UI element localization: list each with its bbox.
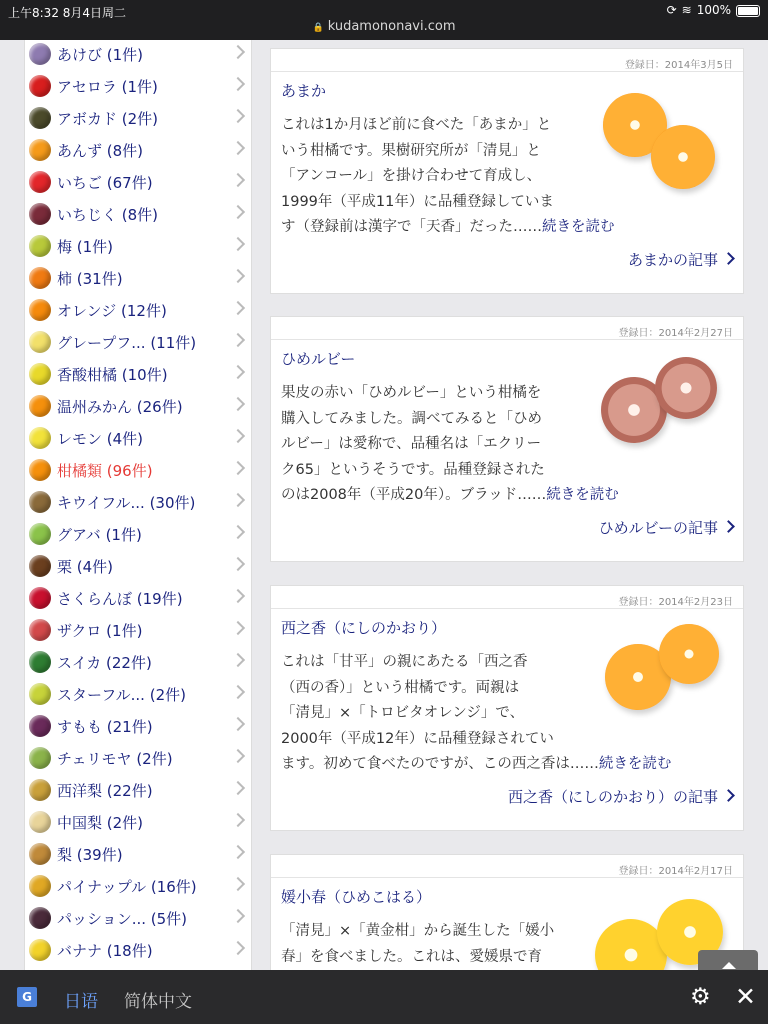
category-label: 中国梨 (2件) <box>57 813 144 832</box>
category-item[interactable] <box>25 710 251 742</box>
fruit-icon <box>29 843 51 865</box>
excerpt-line: 「清見」×「トロビタオレンジ」で、 <box>281 705 525 721</box>
article-title[interactable]: あまか <box>281 82 327 100</box>
fruit-icon <box>29 427 51 449</box>
read-more-link[interactable]: 続きを読む <box>542 219 615 235</box>
fruit-icon <box>29 619 51 641</box>
category-item[interactable] <box>25 422 251 454</box>
category-item[interactable] <box>25 102 251 134</box>
excerpt-line: これは「甘平」の親にあたる「西之香 <box>281 654 528 670</box>
excerpt-line: 1999年（平成11年）に品種登録していま <box>281 193 554 210</box>
category-sidebar <box>24 40 252 970</box>
fruit-icon <box>29 555 51 577</box>
language-tab-japanese[interactable]: 日语 <box>64 992 98 1012</box>
excerpt-line: 「清見」×「黄金柑」から誕生した「媛小 <box>281 923 555 939</box>
excerpt-line: いう柑橘です。果樹研究所が「清見」と <box>281 142 541 159</box>
chevron-right-icon <box>231 493 245 507</box>
category-label: 栗 (4件) <box>57 557 114 576</box>
fruit-icon <box>29 811 51 833</box>
category-item[interactable] <box>25 294 251 326</box>
excerpt-line: 購入してみました。調べてみると「ひめ <box>281 410 542 427</box>
divider <box>271 339 743 340</box>
category-item[interactable] <box>25 614 251 646</box>
category-item[interactable] <box>25 838 251 870</box>
divider <box>271 71 743 72</box>
article-date: 登録日：2014年2月27日 <box>618 328 733 339</box>
chevron-right-icon <box>231 461 245 475</box>
excerpt-line: 「アンコール」を掛け合わせて育成し、 <box>281 168 542 184</box>
chevron-right-icon <box>231 845 245 859</box>
chevron-right-icon <box>231 909 245 923</box>
category-label: アセロラ (1件) <box>57 77 158 96</box>
chevron-right-icon <box>231 45 245 59</box>
category-item[interactable] <box>25 70 251 102</box>
category-label: スターフル... (2件) <box>57 685 186 704</box>
lock-icon: 🔒 <box>312 23 324 33</box>
fruit-icon <box>29 779 51 801</box>
fruit-icon <box>29 171 51 193</box>
category-item[interactable] <box>25 902 251 934</box>
chevron-right-icon <box>231 525 245 539</box>
fruit-icon <box>29 75 51 97</box>
wifi-icon: ≋ <box>681 3 692 17</box>
divider <box>271 608 743 609</box>
close-icon[interactable]: ✕ <box>735 982 756 1011</box>
category-item[interactable] <box>25 262 251 294</box>
article-title[interactable]: 西之香（にしのかおり） <box>281 619 447 637</box>
category-item[interactable] <box>25 870 251 902</box>
fruit-icon <box>29 875 51 897</box>
fruit-icon <box>29 587 51 609</box>
category-item[interactable] <box>25 582 251 614</box>
fruit-icon <box>29 747 51 769</box>
fruit-icon <box>29 651 51 673</box>
fruit-icon <box>29 43 51 65</box>
category-label: すもも (21件) <box>57 717 153 736</box>
chevron-right-icon <box>722 252 735 265</box>
chevron-right-icon <box>231 621 245 635</box>
category-label: アボカド (2件) <box>57 109 159 128</box>
article-excerpt <box>281 381 619 509</box>
arrow-up-icon <box>722 962 736 969</box>
fruit-icon <box>29 523 51 545</box>
category-label: 温州みかん (26件) <box>57 397 183 416</box>
category-label: グレープフ... (11件) <box>57 333 197 352</box>
gear-icon[interactable]: ⚙ <box>690 984 711 1010</box>
fruit-icon <box>29 331 51 353</box>
excerpt-line: 果皮の赤い「ひめルビー」という柑橘を <box>281 385 542 401</box>
article-photo <box>601 622 731 722</box>
chevron-right-icon <box>231 941 245 955</box>
category-label: あんず (8件) <box>57 141 144 160</box>
status-indicators <box>662 3 760 17</box>
battery-label: 100% <box>696 3 731 17</box>
divider <box>271 877 743 878</box>
article-date: 登録日：2014年2月17日 <box>618 866 733 877</box>
translate-bar <box>0 970 768 1024</box>
chevron-right-icon <box>231 589 245 603</box>
read-more-link[interactable]: 続きを読む <box>546 487 619 503</box>
category-label: いちご (67件) <box>57 173 153 192</box>
excerpt-line: ルビー」は愛称で、品種名は「エクリー <box>281 436 542 452</box>
fruit-icon <box>29 267 51 289</box>
fruit-icon <box>29 107 51 129</box>
category-item[interactable] <box>25 166 251 198</box>
status-time: 上午8:32 8月4日周二 <box>8 6 127 20</box>
category-label: あけび (1件) <box>57 45 144 64</box>
fruit-icon <box>29 459 51 481</box>
category-item[interactable] <box>25 454 251 486</box>
category-item[interactable] <box>25 742 251 774</box>
category-label: さくらんぼ (19件) <box>57 589 183 608</box>
excerpt-line: ます。初めて食べたのですが、この西之香は……続きを読む <box>281 756 672 772</box>
category-item[interactable] <box>25 806 251 838</box>
category-label: 梅 (1件) <box>57 237 114 256</box>
category-item[interactable] <box>25 230 251 262</box>
chevron-right-icon <box>231 301 245 315</box>
article-link[interactable]: ひめルビーの記事 <box>599 517 733 538</box>
fruit-icon <box>29 491 51 513</box>
article-excerpt <box>281 650 672 778</box>
article-card <box>270 854 744 970</box>
article-link[interactable]: 西之香（にしのかおり）の記事 <box>508 786 733 807</box>
chevron-right-icon <box>231 397 245 411</box>
fruit-icon <box>29 715 51 737</box>
article-link[interactable]: あまかの記事 <box>628 249 733 270</box>
fruit-icon <box>29 363 51 385</box>
chevron-right-icon <box>231 749 245 763</box>
chevron-right-icon <box>231 877 245 891</box>
chevron-right-icon <box>231 173 245 187</box>
chevron-right-icon <box>231 781 245 795</box>
category-label: 香酸柑橘 (10件) <box>57 365 168 384</box>
category-label: パイナップル (16件) <box>57 877 197 896</box>
category-label: パッション... (5件) <box>57 909 188 928</box>
category-item[interactable] <box>25 678 251 710</box>
category-label: ザクロ (1件) <box>57 621 143 640</box>
category-item[interactable] <box>25 934 251 966</box>
article-photo <box>601 353 731 453</box>
fruit-icon <box>29 299 51 321</box>
chevron-right-icon <box>231 77 245 91</box>
excerpt-line: これは1か月ほど前に食べた「あまか」と <box>281 117 552 133</box>
excerpt-line: のは2008年（平成20年）。ブラッド……続きを読む <box>281 487 619 503</box>
fruit-icon <box>29 139 51 161</box>
chevron-right-icon <box>231 365 245 379</box>
article-list <box>270 40 744 970</box>
category-item[interactable] <box>25 550 251 582</box>
chevron-right-icon <box>231 109 245 123</box>
category-item[interactable] <box>25 486 251 518</box>
fruit-icon <box>29 203 51 225</box>
excerpt-line: （西の香）」という柑橘です。両親は <box>281 679 520 696</box>
category-label: チェリモヤ (2件) <box>57 749 173 768</box>
language-tab-chinese[interactable]: 简体中文 <box>124 992 192 1012</box>
chevron-right-icon <box>722 789 735 802</box>
category-label: スイカ (22件) <box>57 653 152 672</box>
article-card <box>270 316 744 562</box>
article-excerpt <box>281 113 615 241</box>
excerpt-line: ク65」というそうです。品種登録された <box>281 461 545 478</box>
category-item[interactable] <box>25 198 251 230</box>
category-item[interactable] <box>25 326 251 358</box>
chevron-right-icon <box>722 520 735 533</box>
category-item[interactable] <box>25 774 251 806</box>
battery-icon <box>736 5 760 17</box>
article-card <box>270 48 744 294</box>
excerpt-line: 春」を食べました。これは、愛媛県で育 <box>281 948 542 965</box>
fruit-icon <box>29 683 51 705</box>
excerpt-line: 2000年（平成12年）に品種登録されてい <box>281 730 554 747</box>
translate-icon[interactable]: G <box>17 987 37 1007</box>
category-label: グアバ (1件) <box>57 525 142 544</box>
category-label: 梨 (39件) <box>57 845 123 864</box>
article-date: 登録日：2014年3月5日 <box>624 60 733 71</box>
fruit-icon <box>29 235 51 257</box>
article-date: 登録日：2014年2月23日 <box>618 597 733 608</box>
category-label: 柑橘類 (96件) <box>57 461 153 480</box>
article-excerpt <box>281 919 571 970</box>
chevron-right-icon <box>231 141 245 155</box>
category-label: レモン (4件) <box>57 429 144 448</box>
category-label: いちじく (8件) <box>57 205 159 224</box>
chevron-right-icon <box>231 269 245 283</box>
fruit-icon <box>29 907 51 929</box>
category-label: バナナ (18件) <box>57 941 153 960</box>
fruit-icon <box>29 939 51 961</box>
category-item[interactable] <box>25 646 251 678</box>
chevron-right-icon <box>231 557 245 571</box>
status-bar <box>0 0 768 40</box>
article-photo <box>601 85 731 185</box>
url-text: kudamononavi.com <box>327 19 456 34</box>
category-label: オレンジ (12件) <box>57 301 167 320</box>
article-card <box>270 585 744 831</box>
orientation-lock-icon: ⟳ <box>666 3 677 17</box>
category-item[interactable] <box>25 358 251 390</box>
excerpt-line: す（登録前は漢字で「天香」だった……続きを読む <box>281 219 615 235</box>
category-item[interactable] <box>25 134 251 166</box>
fruit-icon <box>29 395 51 417</box>
category-item[interactable] <box>25 390 251 422</box>
category-label: 西洋梨 (22件) <box>57 781 153 800</box>
category-item[interactable] <box>25 40 251 70</box>
chevron-right-icon <box>231 717 245 731</box>
chevron-right-icon <box>231 685 245 699</box>
category-label: 柿 (31件) <box>57 269 123 288</box>
chevron-right-icon <box>231 653 245 667</box>
chevron-right-icon <box>231 205 245 219</box>
chevron-right-icon <box>231 333 245 347</box>
chevron-right-icon <box>231 813 245 827</box>
url-bar[interactable] <box>0 19 768 34</box>
category-label: キウイフル... (30件) <box>57 493 196 512</box>
chevron-right-icon <box>231 429 245 443</box>
read-more-link[interactable]: 続きを読む <box>598 756 672 772</box>
category-item[interactable] <box>25 518 251 550</box>
chevron-right-icon <box>231 237 245 251</box>
article-title[interactable]: ひめルビー <box>281 350 356 368</box>
article-title[interactable]: 媛小春（ひめこはる） <box>281 888 432 906</box>
